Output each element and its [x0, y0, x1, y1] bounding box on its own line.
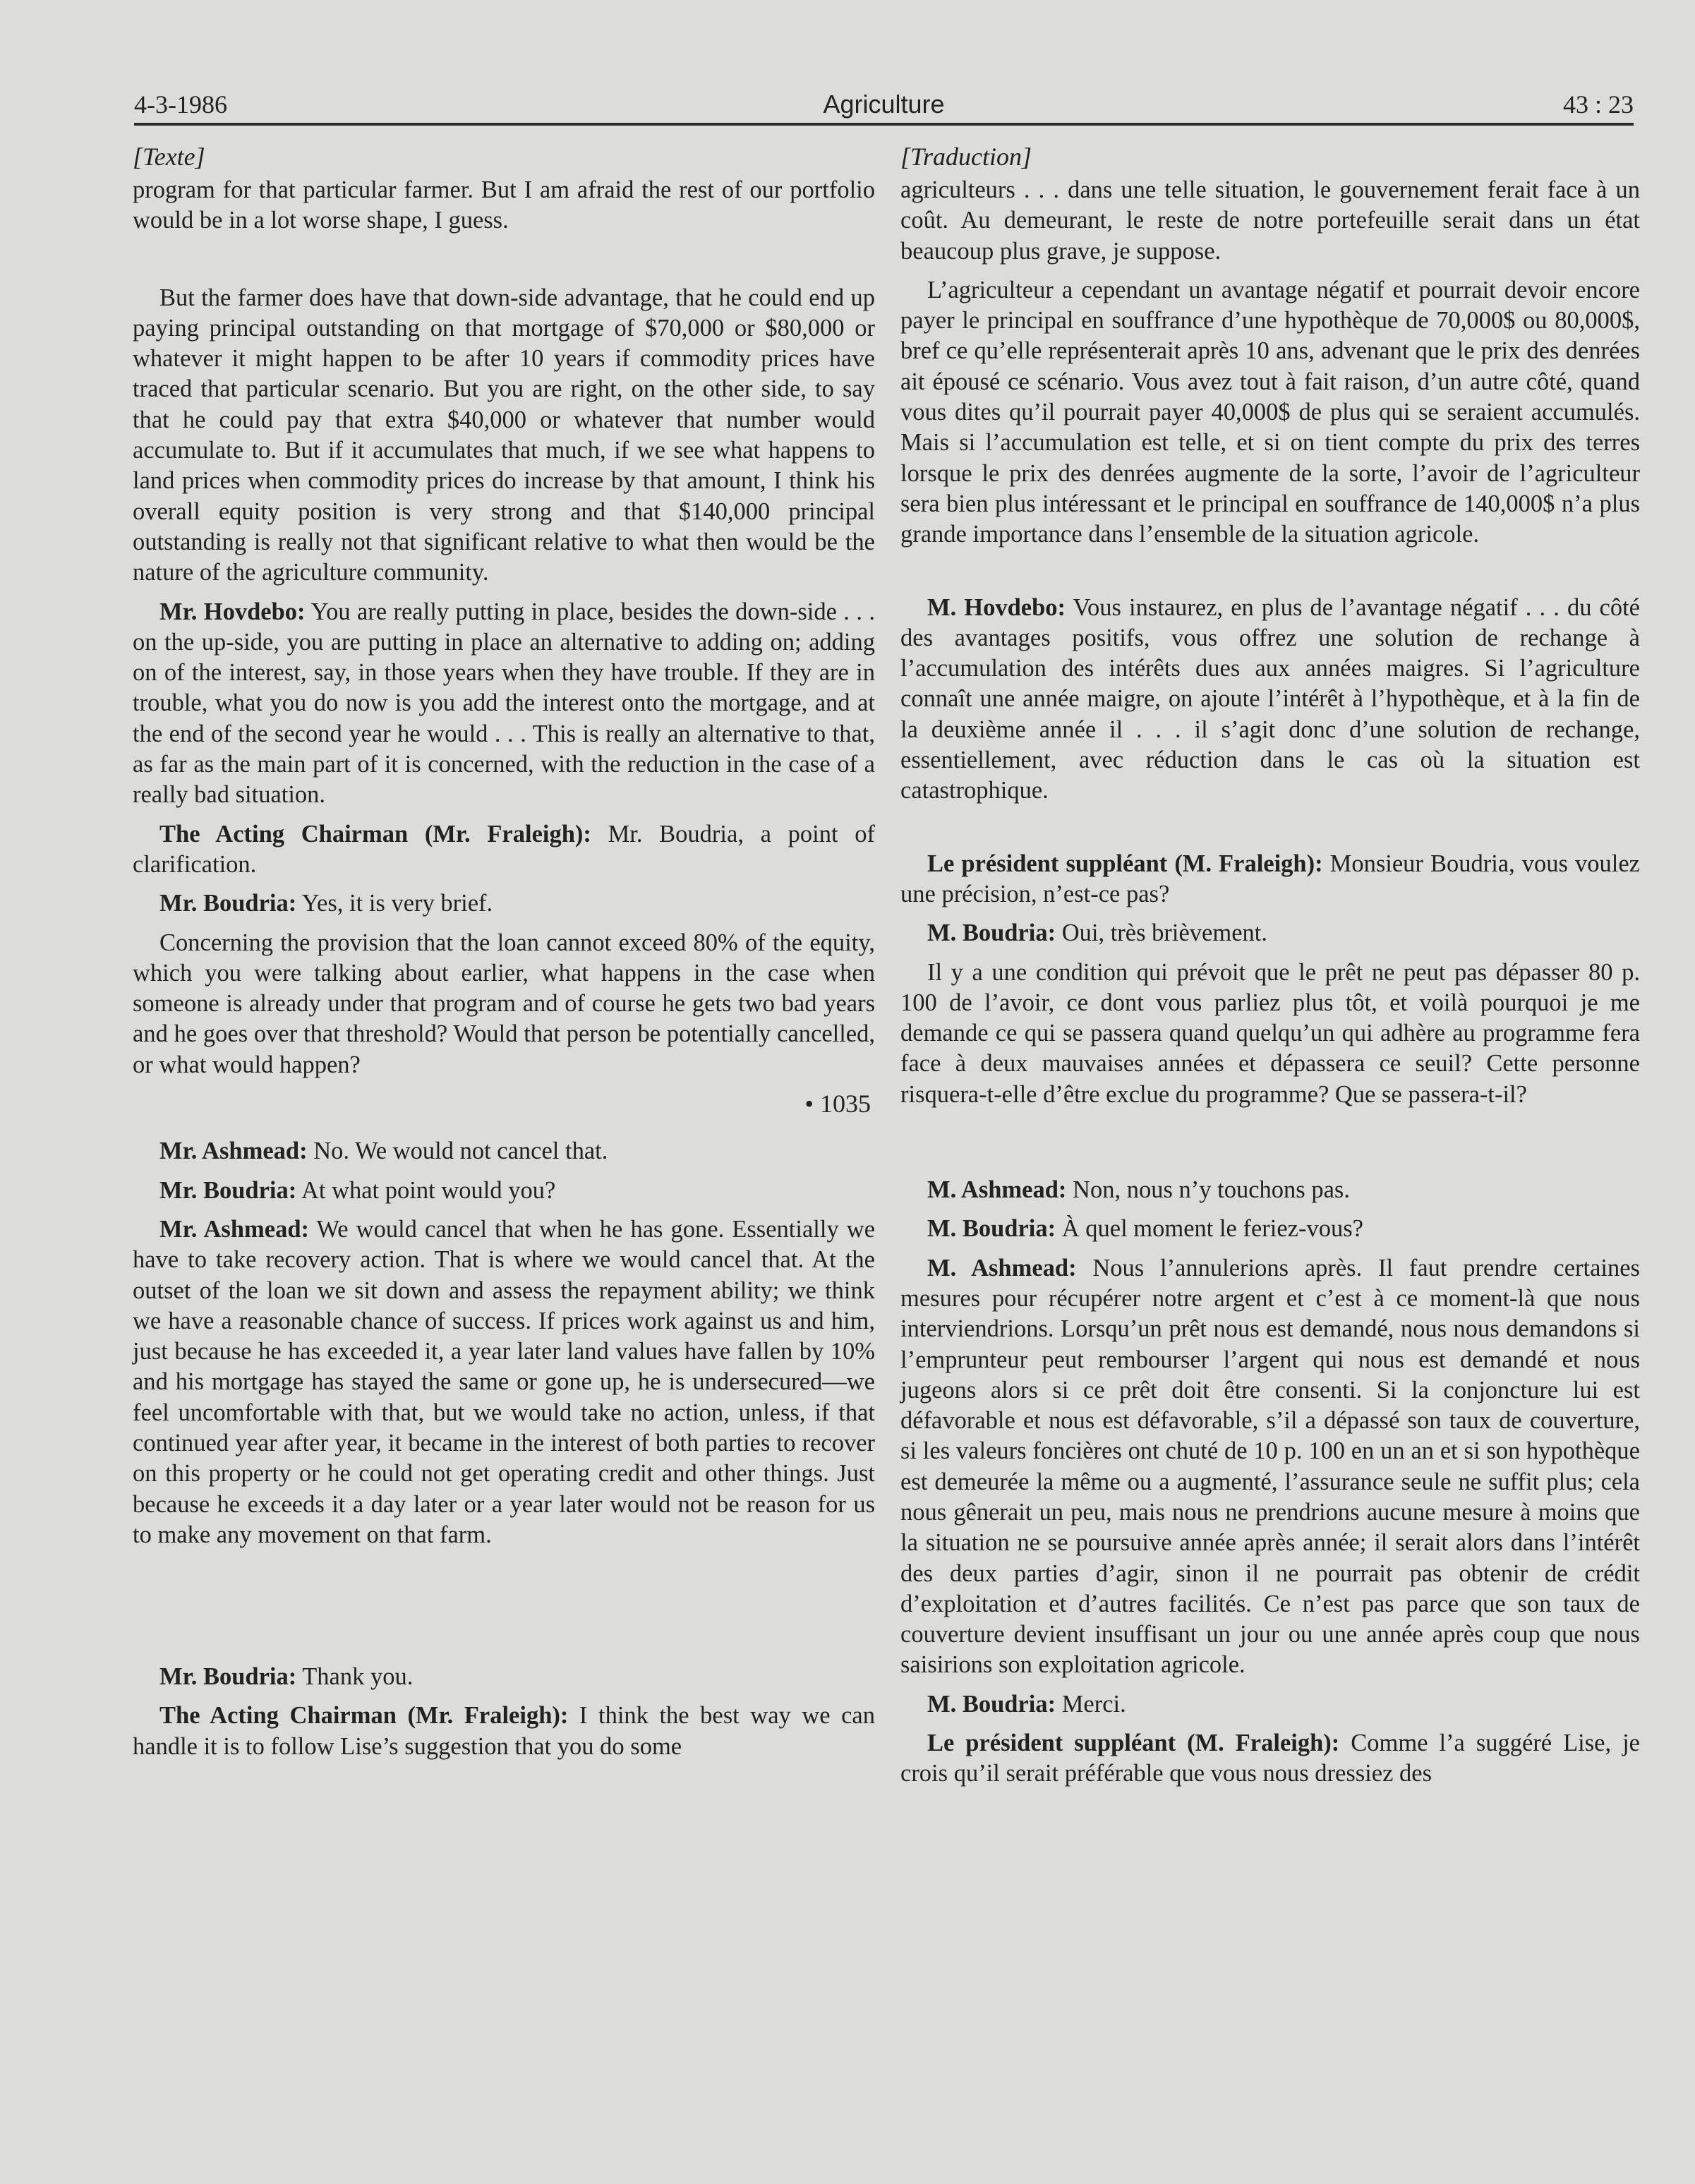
speaker-name: The Acting Chairman (Mr. Fraleigh): [159, 820, 591, 847]
speaker-name: M. Boudria: [927, 1215, 1056, 1243]
header-page-number: 43 : 23 [1562, 90, 1634, 119]
speech-text: Mr. Boudria, a point of clarification. [133, 820, 875, 878]
speaker-name: M. Boudria: [927, 919, 1056, 947]
paragraph: program for that particular farmer. But I am afraid the rest of our portfolio would be in a lot worse shape, I guess. [133, 176, 875, 234]
paragraph: agriculteurs . . . dans une telle situation, le gouvernement ferait face à un coût. Au demeurant, le reste de notre portefeuille serait dans un état beaucoup plus grave, je suppose. [900, 176, 1640, 265]
speech-paragraph [133, 1176, 875, 1206]
speech-text: Yes, it is very brief. [296, 890, 493, 917]
speaker-name: M. Ashmead: [927, 1176, 1067, 1204]
speech-paragraph [900, 1175, 1640, 1205]
speaker-name: M. Boudria: [927, 1690, 1056, 1718]
header-date: 4-3-1986 [134, 90, 227, 119]
speech-text: No. We would not cancel that. [307, 1138, 608, 1165]
speech-paragraph [133, 819, 875, 881]
speaker-name: Le président suppléant (M. Fraleigh): [927, 850, 1323, 877]
page-header [134, 75, 1634, 126]
speech-paragraph [900, 593, 1640, 807]
speech-paragraph [133, 1701, 875, 1762]
speaker-name: M. Hovdebo: [927, 593, 1066, 621]
speaker-name: Mr. Boudria: [159, 890, 297, 917]
paragraph: Concerning the provision that the loan cannot exceed 80% of the equity, which you were talking about earlier, what happens in the case when someone is already under that program and of course he gets two bad years and he goes over that threshold? Would that person be potentially cancelled, or what would happen? [133, 929, 875, 1078]
speech-text: Monsieur Boudria, vous voulez une précision, n’est-ce pas? [900, 850, 1640, 907]
speech-text: Vous instaurez, en plus de l’avantage négatif . . . du côté des avantages positifs, vous offrez une solution de rechange à l’accumulation des intérêts dues aux années maigres. Si l’agriculture connaît une année maigre, on ajoute l’intérêt à l’hypothèque, et à la fin de la deuxième année il . . . il s’agit donc d’une solution de rechange, essentiellement, avec réduction dans le cas où la situation est catastrophique. [900, 593, 1640, 804]
paragraph: Il y a une condition qui prévoit que le prêt ne peut pas dépasser 80 p. 100 de l’avoir, ce dont vous parliez plus tôt, et voilà pourquoi je me demande ce qui se passera quand quelqu’un qui adhère au programme fera face à deux mauvaises années et dépassera ce seuil? Cette personne risquera-t-elle d’être exclue du programme? Que se passera-t-il? [900, 958, 1640, 1108]
paragraph: But the farmer does have that down-side advantage, that he could end up paying principal outstanding on that mortgage of $70,000 or $80,000 or whatever it might happen to be after 10 years if commodity prices have traced that particular scenario. But you are right, on the other side, to say that he could pay that extra $40,000 or whatever that number would accumulate to. But if it accumulates that much, if we see what happens to land prices when commodity prices do increase by that amount, I think his overall equity position is very strong and that $140,000 principal outstanding is really not that significant relative to what then would be the nature of the agriculture community. [133, 284, 875, 586]
speaker-name: Le président suppléant (M. Fraleigh): [927, 1730, 1340, 1757]
speech-paragraph [900, 1214, 1640, 1244]
paragraph: L’agriculteur a cependant un avantage négatif et pourrait devoir encore payer le principal en souffrance d’une hypothèque de 70,000$ ou 80,000$, bref ce qu’elle représenterait après 10 ans, advenant que le prix des denrées ait épousé ce scénario. Vous avez tout à fait raison, d’un autre côté, quand vous dites qu’il pourrait payer 40,000$ de plus qui se seraient accumulés. Mais si l’accumulation est telle, et si on tient compte du prix des terres lorsque le prix des denrées augmente de la sorte, l’avoir de l’agriculteur sera bien plus intéressant et le principal en souffrance de 140,000$ n’a plus grande importance dans l’ensemble de la situation agricole. [900, 276, 1640, 548]
speech-paragraph [133, 597, 875, 811]
speaker-name: M. Ashmead: [927, 1254, 1077, 1281]
header-title: Agriculture [823, 90, 945, 119]
speech-text: Thank you. [296, 1663, 414, 1691]
speech-text: Merci. [1056, 1690, 1126, 1718]
speech-paragraph [133, 1136, 875, 1166]
speech-text: We would cancel that when he has gone. Essentially we have to take recovery action. That is where we would cancel that. At the outset of the loan we sit down and assess the repayment ability; we think we have a reasonable chance of success. If prices work against us and him, just because he has exceeded it, a year later land values have fallen by 10% and his mortgage has stayed the same or gone up, he is undersecured—we feel uncomfortable with that, but we would take no action, unless, if that continued year after year, it became in the interest of both parties to recover on this property or he could not get operating credit and other things. Just because he exceeds it a day later or a year later would not be reason for us to make any movement on that farm. [133, 1215, 876, 1548]
speech-paragraph [900, 849, 1640, 910]
speech-paragraph [900, 1689, 1640, 1720]
speech-paragraph [900, 1253, 1640, 1681]
speech-text: Non, nous n’y touchons pas. [1066, 1176, 1350, 1204]
speaker-name: Mr. Boudria: [159, 1176, 297, 1204]
speech-text: You are really putting in place, besides the down-side . . . on the up-side, you are putting in place an alternative to adding on; adding on of the interest, say, in those years when they have trouble. If they are in trouble, what you do now is you add the interest onto the mortgage, and at the end of the second year he would . . . This is really an alternative to that, as far as the main part of it is concerned, with the reduction in the case of a really bad situation. [133, 598, 875, 809]
speech-paragraph [900, 918, 1640, 948]
french-column [900, 141, 1640, 1790]
speaker-name: Mr. Hovdebo: [159, 598, 306, 625]
speaker-name: Mr. Ashmead: [159, 1215, 310, 1243]
speaker-name: Mr. Boudria: [159, 1663, 297, 1691]
speech-paragraph [900, 1728, 1640, 1790]
language-label: [Traduction] [900, 143, 1032, 171]
speech-text: À quel moment le feriez-vous? [1056, 1215, 1363, 1243]
speech-text: At what point would you? [296, 1176, 556, 1204]
speech-text: Oui, très brièvement. [1056, 919, 1267, 947]
speech-text: Nous l’annulerions après. Il faut prendre certaines mesures pour récupérer notre argent et c’est à ce moment-là que nous interviendrions. Lorsqu’un prêt nous est demandé, nous nous demandons si l’emprunteur peut rembourser l’argent qui nous est demandé et nous jugeons alors si ce prêt doit être consenti. Si la conjoncture lui est défavorable et nous est défavorable, s’il a dépassé son taux de couverture, si les valeurs foncières ont chuté de 10 p. 100 en un an et si son hypothèque est demeurée la même ou a augmenté, l’assurance seule ne suffit plus; cela nous gênerait un peu, mais nous ne prendrions aucune mesure à moins que la situation ne se poursuive année après année; il serait alors dans l’intérêt des deux parties d’agir, sinon il ne pourrait pas obtenir de crédit d’exploitation et d’autres facilités. Ce n’est pas parce que son taux de couverture devient insuffisant un jour ou une année après coup que nous saisirions son exploitation agricole. [900, 1254, 1640, 1679]
time-marker: • 1035 [804, 1090, 871, 1118]
english-column [133, 141, 875, 1762]
speech-text: I think the best way we can handle it is to follow Lise’s suggestion that you do some [133, 1702, 875, 1760]
speech-text: Comme l’a suggéré Lise, je crois qu’il serait préférable que vous nous dressiez des [900, 1730, 1640, 1787]
language-label: [Texte] [133, 143, 205, 171]
speech-paragraph [133, 1214, 875, 1550]
speech-paragraph [133, 888, 875, 919]
speaker-name: Mr. Ashmead: [159, 1138, 308, 1165]
speech-paragraph [133, 1662, 875, 1692]
speaker-name: The Acting Chairman (Mr. Fraleigh): [159, 1702, 569, 1730]
